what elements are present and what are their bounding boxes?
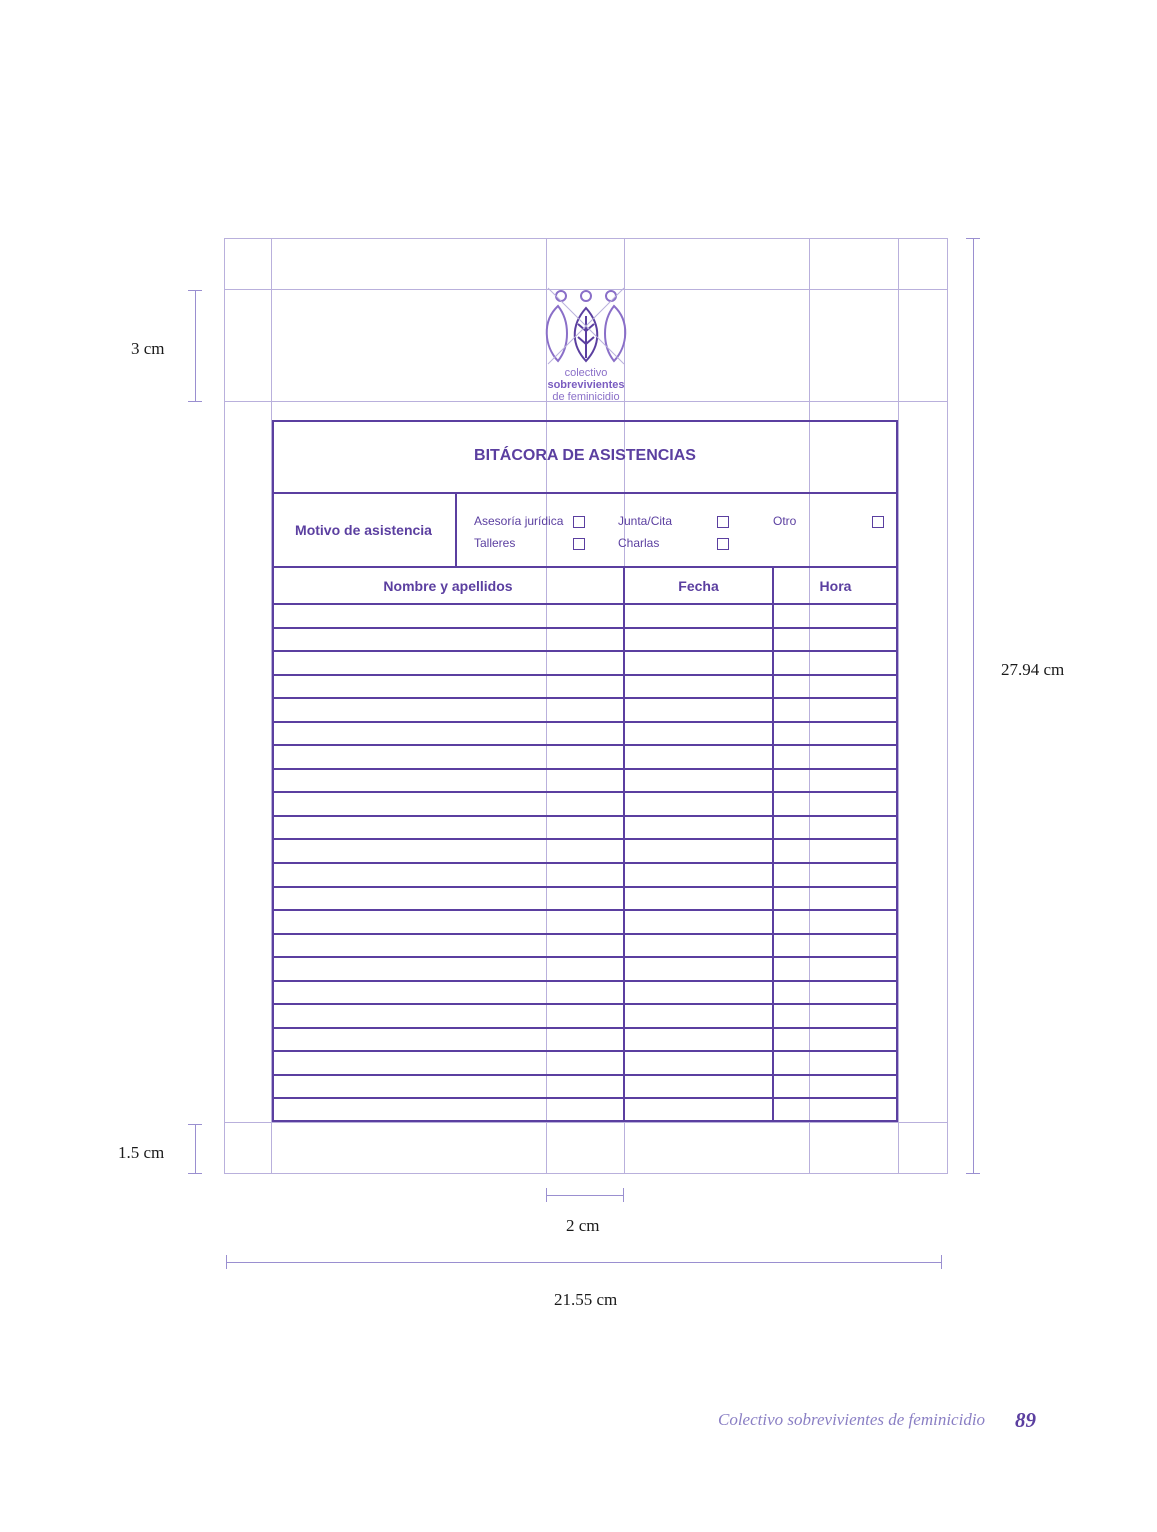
table-row xyxy=(272,650,898,652)
dim-tick xyxy=(188,290,202,291)
dim-line xyxy=(973,238,974,1174)
table-row xyxy=(272,1027,898,1029)
checkbox-charlas[interactable] xyxy=(717,538,729,550)
table-row xyxy=(272,956,898,958)
dim-tick xyxy=(188,401,202,402)
form-title: BITÁCORA DE ASISTENCIAS xyxy=(272,420,898,494)
table-row xyxy=(272,886,898,888)
grid-line xyxy=(224,238,225,1174)
column-header-nombre: Nombre y apellidos xyxy=(383,578,513,594)
logo-icon xyxy=(540,286,632,366)
option-charlas: Charlas xyxy=(618,536,660,550)
dim-line xyxy=(546,1195,624,1196)
dim-tick xyxy=(623,1188,624,1202)
table-row xyxy=(272,1003,898,1005)
option-talleres: Talleres xyxy=(474,536,516,550)
grid-line xyxy=(224,238,947,239)
column-header-hora: Hora xyxy=(819,578,852,594)
table-row xyxy=(272,721,898,723)
dim-tick xyxy=(966,1173,980,1174)
grid-line xyxy=(224,1122,947,1123)
table-row xyxy=(272,1050,898,1052)
table-row xyxy=(272,603,898,605)
table-row xyxy=(272,815,898,817)
table-row xyxy=(272,791,898,793)
dim-line xyxy=(195,290,196,402)
dim-tick xyxy=(188,1173,202,1174)
table-row xyxy=(272,933,898,935)
grid-line xyxy=(947,238,948,1174)
table-row xyxy=(272,674,898,676)
dim-tick xyxy=(188,1124,202,1125)
table-row xyxy=(272,1097,898,1099)
logo-line-1: colectivo xyxy=(564,367,608,379)
dim-column-label: 2 cm xyxy=(566,1216,600,1235)
table-row xyxy=(272,627,898,629)
dim-tick xyxy=(966,238,980,239)
dim-width-label: 21.55 cm xyxy=(554,1290,618,1309)
table-row xyxy=(272,744,898,746)
table-row xyxy=(272,980,898,982)
logo-line-2: sobrevivientes xyxy=(547,379,625,391)
footer-publication: Colectivo sobrevivientes de feminicidio xyxy=(718,1410,986,1429)
table-row xyxy=(272,862,898,864)
motivo-label: Motivo de asistencia xyxy=(272,494,457,568)
checkbox-talleres[interactable] xyxy=(573,538,585,550)
table-row xyxy=(272,768,898,770)
table-row xyxy=(272,697,898,699)
page-number: 89 xyxy=(1015,1408,1036,1432)
motivo-options xyxy=(457,494,898,568)
option-asesoria-juridica: Asesoría jurídica xyxy=(474,514,564,528)
table-row xyxy=(272,909,898,911)
checkbox-junta-cita[interactable] xyxy=(717,516,729,528)
dim-line xyxy=(195,1124,196,1174)
dim-tick xyxy=(226,1255,227,1269)
checkbox-otro[interactable] xyxy=(872,516,884,528)
option-otro: Otro xyxy=(773,514,797,528)
logo-line-3: de feminicidio xyxy=(552,391,620,403)
dim-height-label: 27.94 cm xyxy=(1001,660,1065,679)
grid-line xyxy=(224,1173,947,1174)
table-row xyxy=(272,838,898,840)
column-header-fecha: Fecha xyxy=(678,578,719,594)
dim-tick xyxy=(546,1188,547,1202)
dim-bottom-margin-label: 1.5 cm xyxy=(118,1143,165,1162)
dim-top-margin-label: 3 cm xyxy=(131,339,165,358)
dim-line xyxy=(226,1262,942,1263)
table-row xyxy=(272,1074,898,1076)
grid-line xyxy=(898,238,899,1174)
option-junta-cita: Junta/Cita xyxy=(618,514,673,528)
checkbox-asesoria-juridica[interactable] xyxy=(573,516,585,528)
dim-tick xyxy=(941,1255,942,1269)
